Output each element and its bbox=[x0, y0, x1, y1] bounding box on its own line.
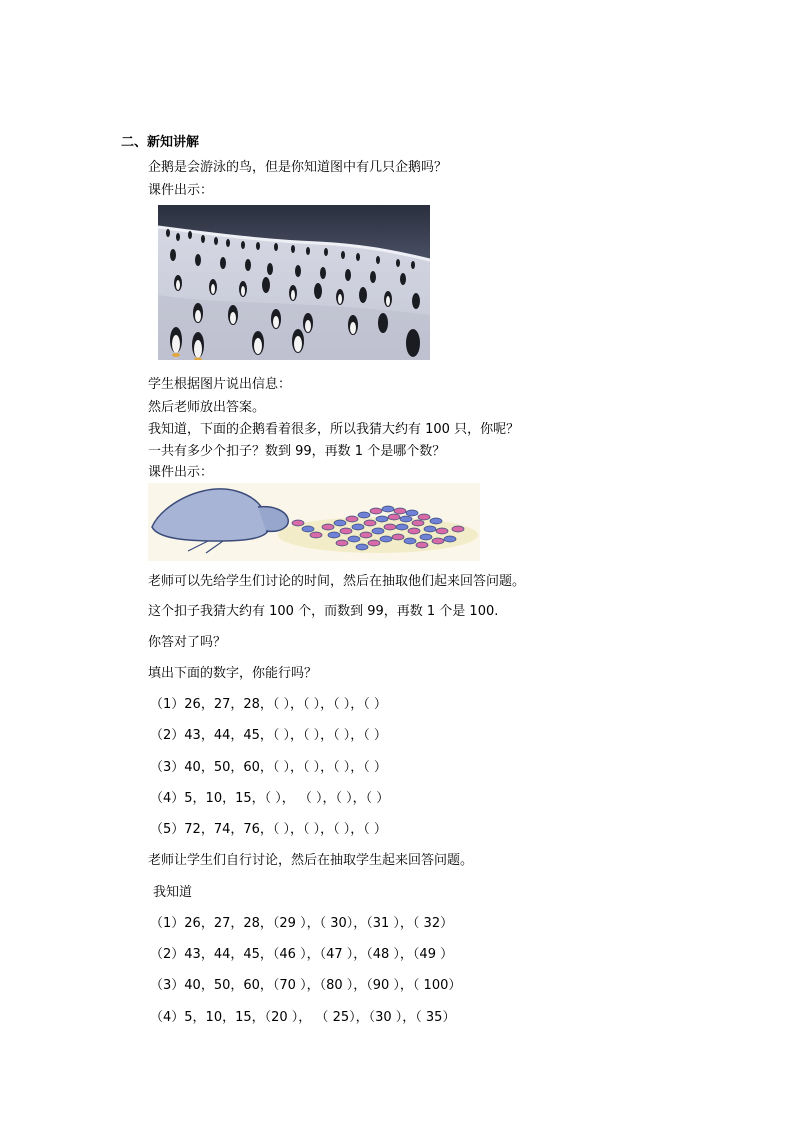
paragraph-courseware-2: 课件出示： bbox=[148, 465, 214, 480]
buttons-illustration bbox=[148, 483, 480, 561]
paragraph-penguin-question: 企鹅是会游泳的鸟，但是你知道图中有几只企鹅吗？ bbox=[148, 160, 448, 175]
question-5: （5）72，74，76，（ ），（ ），（ ），（ ） bbox=[150, 822, 387, 837]
paragraph-guess-penguins: 我知道，下面的企鹅看着很多，所以我猜大约有 100 只，你呢？ bbox=[148, 422, 520, 437]
answer-3: （3）40，50，60，（70 ），（80 ），（90 ），（ 100） bbox=[150, 978, 462, 993]
question-1: （1）26，27，28，（ ），（ ），（ ），（ ） bbox=[150, 697, 387, 712]
paragraph-self-discussion: 老师让学生们自行讨论，然后在抽取学生起来回答问题。 bbox=[148, 853, 474, 868]
question-4: （4）5，10，15，（ ）， （ ），（ ），（ ） bbox=[150, 791, 390, 806]
paragraph-guess-buttons: 这个扣子我猜大约有 100 个，而数到 99，再数 1 个是 100. bbox=[148, 604, 499, 619]
paragraph-courseware-1: 课件出示： bbox=[148, 183, 214, 198]
answer-4: （4）5，10，15，（20 ）， （ 25），（30 ），（ 35） bbox=[150, 1010, 456, 1025]
question-3: （3）40，50，60，（ ），（ ），（ ），（ ） bbox=[150, 760, 387, 775]
paragraph-buttons-question: 一共有多少个扣子？数到 99，再数 1 个是哪个数？ bbox=[148, 444, 446, 459]
section-title: 二、新知讲解 bbox=[121, 135, 200, 150]
question-2: （2）43，44，45，（ ），（ ），（ ），（ ） bbox=[150, 728, 387, 743]
answer-1: （1）26，27，28，（29 ），（ 30），（31 ），（ 32） bbox=[150, 916, 454, 931]
paragraph-teacher-answer: 然后老师放出答案。 bbox=[148, 400, 266, 415]
paragraph-i-know: 我知道 bbox=[153, 885, 193, 900]
paragraph-did-you-answer: 你答对了吗？ bbox=[148, 635, 227, 650]
paragraph-discussion-time: 老师可以先给学生们讨论的时间，然后在抽取他们起来回答问题。 bbox=[148, 574, 526, 589]
paragraph-students-info: 学生根据图片说出信息： bbox=[148, 377, 292, 392]
penguin-photo bbox=[158, 205, 430, 360]
answer-2: （2）43，44，45，（46 ），（47 ），（48 ），（49 ） bbox=[150, 947, 454, 962]
paragraph-fill-numbers: 填出下面的数字，你能行吗？ bbox=[148, 666, 318, 681]
